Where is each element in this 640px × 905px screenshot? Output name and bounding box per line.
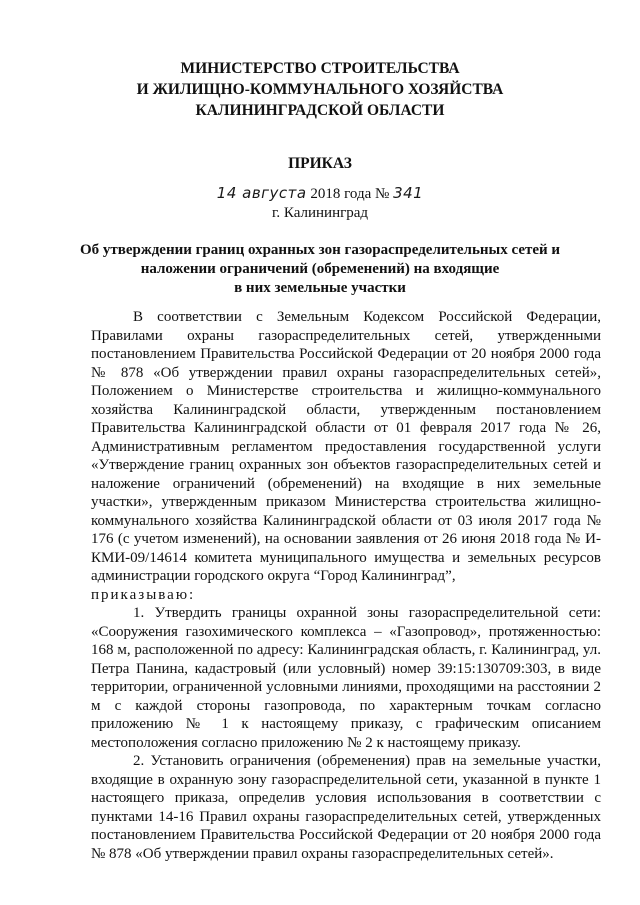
item-2-paragraph: 2. Установить ограничения (обременения) прав на земельные участки, входящие в охранную зону газораспределительной сети, указанной в пункте 1 настоящего приказа, определив условия использования в соответствии с пунктами 14-16 Правил охраны газораспределительных сетей, утвержденных постановлением Правительства Российской Федерации от 20 ноября 2000 года № 878 «Об утверждении правил охраны газораспределительных сетей». [91, 753, 601, 862]
handwritten-date: 14 августа [216, 184, 307, 202]
decree-word: приказываю: [91, 586, 196, 603]
ministry-line-1: МИНИСТЕРСТВО СТРОИТЕЛЬСТВА [180, 60, 460, 77]
order-city: г. Калининград [271, 205, 369, 221]
ministry-line-2: И ЖИЛИЩНО-КОММУНАЛЬНОГО ХОЗЯЙСТВА [136, 81, 504, 98]
order-title: ПРИКАЗ [288, 155, 352, 172]
subject-line-2: наложении ограничений (обременений) на входящие [140, 261, 500, 277]
subject-line-3: в них земельные участки [234, 280, 406, 296]
handwritten-number: 341 [393, 184, 424, 202]
ministry-header [0, 58, 640, 121]
subject-line-1: Об утверждении границ охранных зон газораспределительных сетей и [79, 242, 561, 258]
printed-date: 2018 года № [310, 186, 390, 202]
order-subject [0, 241, 640, 298]
ministry-line-3: КАЛИНИНГРАДСКОЙ ОБЛАСТИ [195, 102, 445, 119]
preamble-paragraph: В соответствии с Земельным Кодексом Российской Федерации, Правилами охраны газораспределительных сетей, утвержденными постановлением Правительства Российской Федерации от 20 ноября 2000 года № 878 «Об утверждении правил охраны газораспределительных сетей», Положением о Министерстве строительства и жилищно-коммунального хозяйства Калининградской области, утвержденным постановлением Правительства Калининградской области от 01 февраля 2017 года № 26, Административным регламентом предоставления государственной услуги «Утверждение границ охранных зон объектов газораспределительных сетей и наложение ограничений (обременений) на входящие в них земельные участки», утвержденным приказом Министерства строительства жилищно-коммунального хозяйства Калининградской области от 03 июля 2017 года № 176 (с учетом изменений), на основании заявления от 26 июня 2018 года № И-КМИ-09/14614 комитета муниципального имущества и земельных ресурсов администрации городского округа “Город Калининград”, [91, 309, 601, 584]
order-dateline [0, 183, 640, 204]
order-body [91, 308, 601, 863]
item-1-paragraph: 1. Утвердить границы охранной зоны газораспределительной сети: «Сооружения газохимического комплекса – «Газопровод», протяженностью: 168 м, расположенной по адресу: Калининградская область, г. Калининград, ул. Петра Панина, кадастровый (или условный) номер 39:15:130709:303, в виде территории, ограниченной условными линиями, проходящими на расстоянии 2 м с каждой стороны газопровода, по характерным точкам согласно приложению № 1 к настоящему приказу, с графическим описанием местоположения согласно приложению № 2 к настоящему приказу. [91, 605, 601, 751]
